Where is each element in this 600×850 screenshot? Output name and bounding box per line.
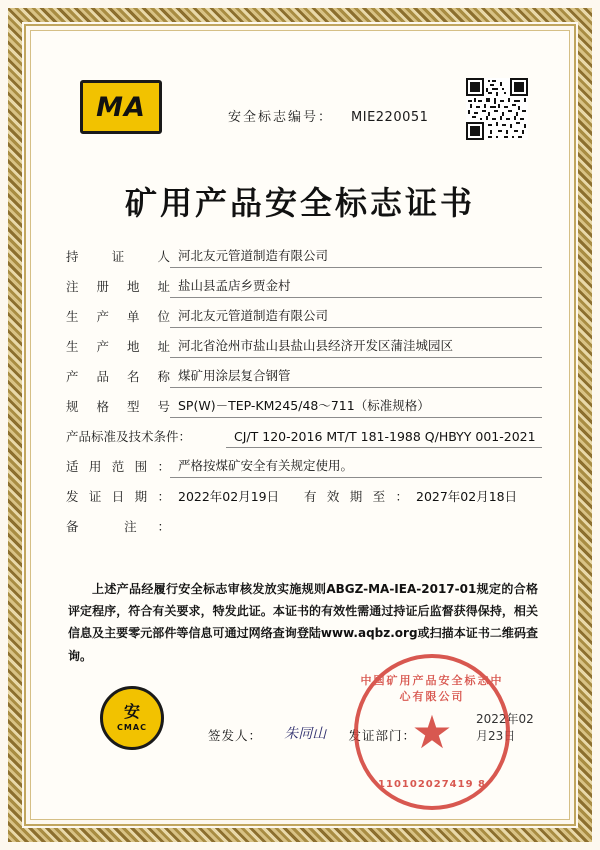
seal-date: 2022年02月23日: [476, 712, 534, 743]
department-label: 发证部门：: [348, 728, 416, 743]
field-value-issue-date: 2022年02月19日: [178, 489, 280, 504]
field-row-model: [66, 393, 542, 418]
field-row-product-name: [66, 363, 542, 388]
seal-top-text: 中国矿用产品安全标志中心有限公司: [360, 674, 504, 703]
field-label-standard: 产品标准及技术条件：: [66, 429, 192, 444]
certificate-number: [228, 106, 428, 125]
field-value-valid-until: 2027年02月18日: [416, 489, 518, 504]
cmac-label: CMAC: [117, 723, 147, 732]
field-value-holder: 河北友元管道制造有限公司: [170, 246, 542, 268]
certificate-number-label: 安全标志编号：: [228, 110, 334, 125]
field-value-remark: [170, 535, 542, 538]
signer-signature: 朱同山: [284, 726, 327, 742]
field-value-manufacturer: 河北友元管道制造有限公司: [170, 306, 542, 328]
ma-logo-label: MA: [96, 91, 146, 123]
field-label-manufacturer: 生产单位: [66, 309, 170, 324]
field-row-scope: [66, 453, 542, 478]
cmac-glyph: 安: [123, 702, 140, 721]
field-label-scope: 适用范围：: [66, 459, 170, 474]
certificate-content: [38, 38, 562, 812]
field-label-production-address: 生产地址: [66, 339, 170, 354]
ma-logo: [80, 80, 162, 134]
signer-label: 签发人：: [208, 728, 263, 743]
field-row-remark: [66, 513, 542, 538]
statement-paragraph: [68, 578, 538, 667]
field-label-valid-until: 有效期至：: [304, 489, 408, 504]
cmac-badge-icon: [100, 686, 164, 750]
field-label-product-name: 产品名称: [66, 369, 170, 384]
valid-until-group: [304, 487, 542, 508]
official-red-seal: [354, 654, 510, 810]
field-label-model: 规格型号: [66, 399, 170, 414]
field-label-holder: 持 证 人: [66, 249, 170, 264]
field-label-remark: 备 注：: [66, 519, 170, 534]
field-row-registered-address: [66, 273, 542, 298]
field-row-holder: [66, 243, 542, 268]
seal-star-icon: ★: [411, 705, 453, 759]
field-value-scope: 严格按煤矿安全有关规定使用。: [170, 456, 542, 478]
issue-date-group: [66, 487, 304, 508]
field-row-manufacturer: [66, 303, 542, 328]
statement-text: 上述产品经履行安全标志审核发放实施规则ABGZ-MA-IEA-2017-01规定的合格评定程序，符合有关要求，特发此证。本证书的有效性需通过持证后监督获得保持，相关信息及主要零元部件等信息可通过网络查询登陆www.aqbz.org或扫描本证书二维码查询。: [68, 582, 538, 663]
field-label-issue-date: 发证日期：: [66, 489, 170, 504]
field-value-standard: CJ/T 120-2016 MT/T 181-1988 Q/HBYY 001-2021: [226, 429, 542, 448]
certificate-number-value: MIE220051: [351, 110, 429, 125]
field-row-dates: [66, 483, 542, 508]
field-row-standard: [66, 423, 542, 448]
field-list: [66, 243, 542, 543]
field-label-registered-address: 注册地址: [66, 279, 170, 294]
page-title: 矿用产品安全标志证书: [124, 184, 475, 222]
field-value-model: SP(W)－TEP-KM245/48～711（标准规格）: [170, 396, 542, 418]
seal-bottom-text: 110102027419 8: [378, 779, 486, 790]
field-row-production-address: [66, 333, 542, 358]
field-value-production-address: 河北省沧州市盐山县盐山县经济开发区蒲洼城园区: [170, 336, 542, 358]
field-value-product-name: 煤矿用涂层复合钢管: [170, 366, 542, 388]
field-value-registered-address: 盐山县孟店乡贾金村: [170, 276, 542, 298]
qr-code-icon: [466, 78, 528, 140]
